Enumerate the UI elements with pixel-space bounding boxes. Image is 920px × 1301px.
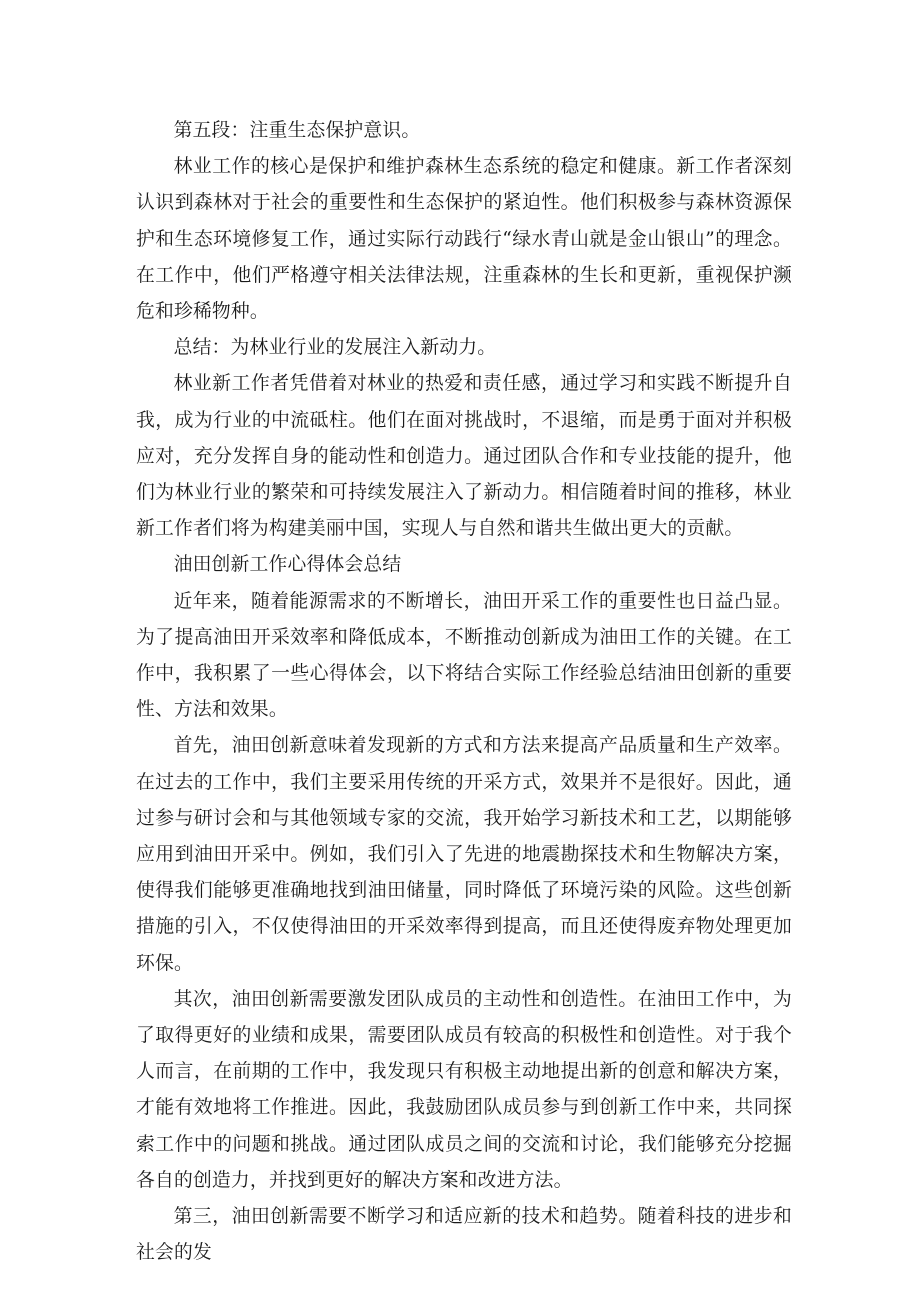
document-body — [136, 113, 792, 1272]
paragraph-summary: 林业新工作者凭借着对林业的热爱和责任感，通过学习和实践不断提升自我，成为行业的中流砥柱。他们在面对挑战时，不退缩，而是勇于面对并积极应对，充分发挥自身的能动性和创造力。通过团队合作和专业技能的提升，他们为林业行业的繁荣和可持续发展注入了新动力。相信随着时间的推移，林业新工作者们将为构建美丽中国，实现人与自然和谐共生做出更大的贡献。 — [136, 373, 792, 540]
paragraph-intro: 近年来，随着能源需求的不断增长，油田开采工作的重要性也日益凸显。为了提高油田开采效率和降低成本，不断推动创新成为油田工作的关键。在工作中，我积累了一些心得体会，以下将结合实际工作经验总结油田创新的重要性、方法和效果。 — [136, 590, 792, 721]
paragraph-second: 其次，油田创新需要激发团队成员的主动性和创造性。在油田工作中，为了取得更好的业绩和成果，需要团队成员有较高的积极性和创造性。对于我个人而言，在前期的工作中，我发现只有积极主动地提出新的创意和解决方案，才能有效地将工作推进。因此，我鼓励团队成员参与到创新工作中来，共同探索工作中的问题和挑战。通过团队成员之间的交流和讨论，我们能够充分挖掘各自的创造力，并找到更好的解决方案和改进方法。 — [136, 988, 792, 1191]
article-title-oilfield: 油田创新工作心得体会总结 — [173, 554, 402, 576]
paragraph-ecology: 林业工作的核心是保护和维护森林生态系统的稳定和健康。新工作者深刻认识到森林对于社会的重要性和生态保护的紧迫性。他们积极参与森林资源保护和生态环境修复工作，通过实际行动践行“绿水青山就是金山银山”的理念。在工作中，他们严格遵守相关法律法规，注重森林的生长和更新，重视保护濒危和珍稀物种。 — [136, 156, 792, 323]
paragraph-third: 第三，油田创新需要不断学习和适应新的技术和趋势。随着科技的进步和社会的发 — [136, 1206, 792, 1264]
section-heading-ecology: 第五段：注重生态保护意识。 — [173, 120, 421, 141]
paragraph-first: 首先，油田创新意味着发现新的方式和方法来提高产品质量和生产效率。在过去的工作中，我们主要采用传统的开采方式，效果并不是很好。因此，通过参与研讨会和与其他领域专家的交流，我开始学习新技术和工艺，以期能够应用到油田开采中。例如，我们引入了先进的地震勘探技术和生物解决方案，使得我们能够更准确地找到油田储量，同时降低了环境污染的风险。这些创新措施的引入，不仅使得油田的开采效率得到提高，而且还使得废弃物处理更加环保。 — [136, 735, 792, 974]
section-heading-summary: 总结：为林业行业的发展注入新动力。 — [173, 337, 497, 359]
